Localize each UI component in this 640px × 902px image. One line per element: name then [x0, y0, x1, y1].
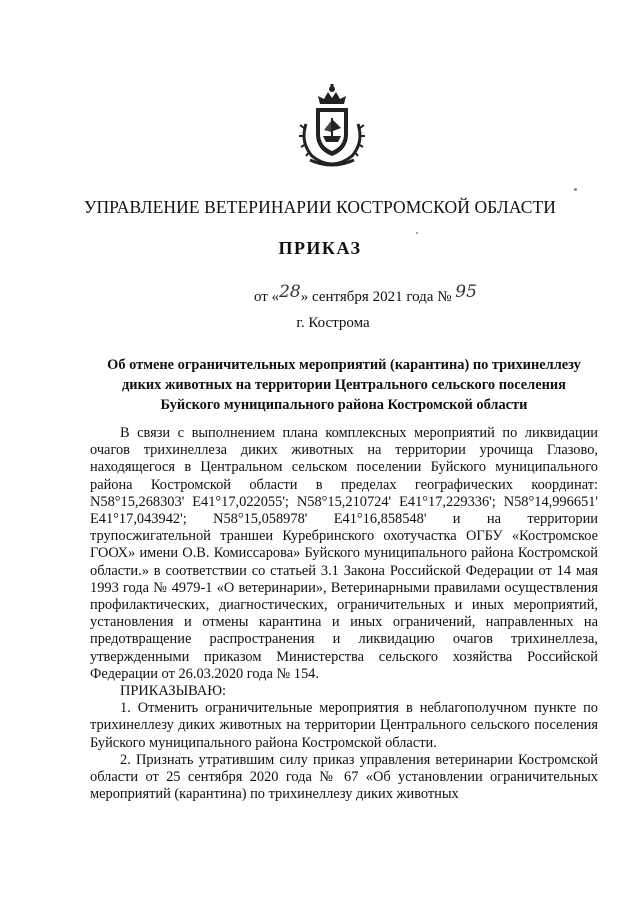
organization-name: УПРАВЛЕНИЕ ВЕТЕРИНАРИИ КОСТРОМСКОЙ ОБЛАСТИ — [83, 197, 557, 217]
heading-line-1: Об отмене ограничительных мероприятий (карантина) по трихинеллезу — [107, 357, 581, 373]
scan-speck — [574, 188, 577, 191]
preamble-paragraph: В связи с выполнением плана комплексных мероприятий по ликвидации очагов трихинеллеза диких животных на территории урочища Глазово, находящегося в Центральном сельском поселении Буйского муниципального района Костромской области в пределах географических координат: N58°15,268303' E41°17,022055'; N58°15,210724' E41°17,229336'; N58°14,996651' E41°17,043942'; N58°15,058978' E41°16,858548' и на территории трупосжигательной траншеи Куребринского охотучастка ОГБУ «Костромское ГООХ» имени О.В. Комиссарова» Буйского муниципального района Костромской области.» в соответствии со статьей 3.1 Закона Российской Федерации от 14 мая 1993 года № 4979-1 «О ветеринарии», Ветеринарными правилами осуществления профилактических, диагностических, ограничительных и иных мероприятий, установления и отмены карантина и иных ограничений, направленных на предотвращение распространения и ликвидацию очагов трихинеллеза, утвержденными приказом Министерства сельского хозяйства Российской Федерации от 26.03.2020 года № 154. — [90, 425, 598, 682]
coat-of-arms-icon — [296, 84, 368, 168]
date-prefix: от « — [254, 289, 280, 305]
heading-line-2: диких животных на территории Центрального сельского поселения — [122, 377, 566, 393]
scan-speck — [416, 232, 418, 234]
city-line: г. Кострома — [296, 315, 370, 331]
document-body — [90, 425, 598, 803]
date-rest: » сентября 2021 года № — [300, 289, 452, 305]
order-word: ПРИКАЗЫВАЮ: — [120, 683, 227, 700]
document-type-title: ПРИКАЗ — [278, 238, 362, 258]
order-item-2: 2. Признать утратившим силу приказ управления ветеринарии Костромской области от 25 сентября 2020 года № 67 «Об установлении ограничительных мероприятий (карантина) по трихинеллезу диких животных — [90, 751, 598, 803]
order-item-1: 1. Отменить ограничительные мероприятия в неблагополучном пункте по трихинеллезу диких животных на территории Центрального сельского поселения Буйского муниципального района Костромской области. — [90, 700, 598, 751]
date-line — [254, 282, 477, 306]
handwritten-day: 28 — [279, 282, 301, 302]
document-heading — [96, 355, 592, 415]
heading-line-3: Буйского муниципального района Костромской области — [160, 397, 528, 413]
handwritten-number: 95 — [455, 282, 477, 302]
